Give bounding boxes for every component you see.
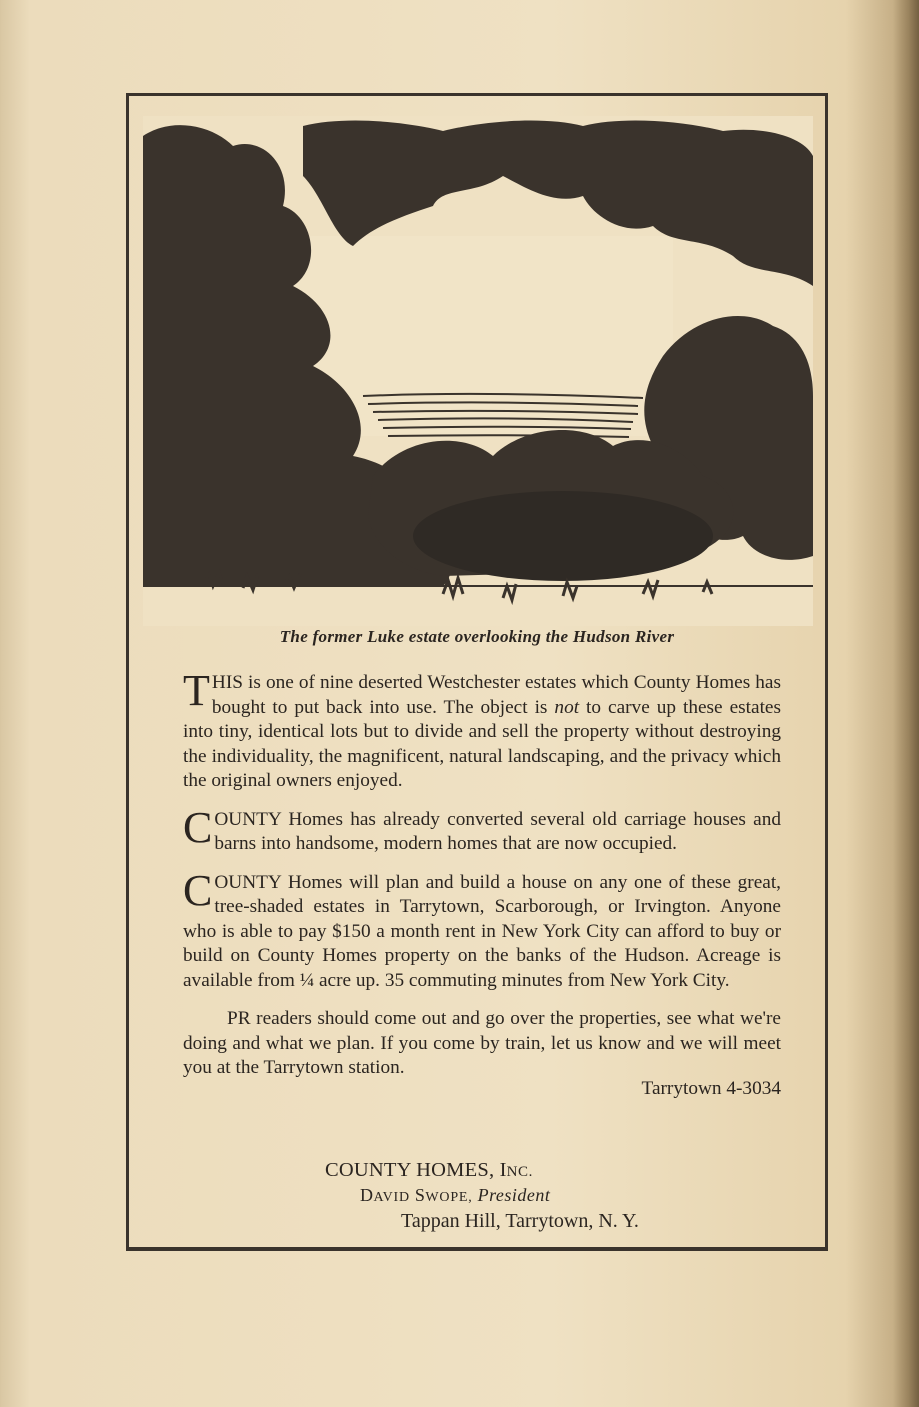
person-rest-first: AVID [373,1190,410,1205]
president-line [360,1185,919,1206]
president-title: President [477,1185,551,1205]
ad-body-text [183,666,781,1107]
paragraph-3 [183,865,781,994]
paragraph-4-text: PR readers should come out and go over the properties, see what we're doing and what we plan. If you come by train, let us know and we will meet you at the Tarrytown station. [183,1008,781,1078]
advertisement-content [129,96,825,1251]
paragraph-2-text: OUNTY Homes has already converted several old carriage houses and barns into handsome, modern homes that are now occupied. [214,808,781,854]
paragraph-1-emphasis: not [554,696,580,718]
person-initial-last: S [414,1185,426,1205]
company-address: Tappan Hill, Tarrytown, N. Y. [401,1210,639,1232]
illustration-caption: The former Luke estate overlooking the Hudson River [279,627,675,646]
company-suffix-initial: I [499,1159,507,1181]
phone-number: Tarrytown 4-3034 [641,1077,781,1099]
dropcap-t: T [183,666,210,715]
paragraph-1-text-a: HIS is one of nine deserted Westchester estates which County Homes has bought to put back into use. The object is [211,672,781,718]
dropcap-c-2: C [183,865,213,915]
paragraph-2 [183,802,781,857]
dropcap-c: C [183,802,213,852]
paragraph-1-text-b: to carve up these estates into tiny, identical lots but to divide and sell the property without destroying the individuality, the magnificent, natural landscaping, and the privacy which the original owners enjoyed. [183,696,781,791]
center-bush [413,491,713,581]
phone-row [183,1077,781,1107]
advertisement-frame [126,93,828,1251]
company-name-main: COUNTY HOMES, [325,1159,495,1181]
person-initial-first: D [360,1185,374,1205]
frame-bottom-rule [126,1247,828,1251]
company-suffix-rest: NC. [506,1164,534,1180]
paragraph-3-text: OUNTY Homes will plan and build a house on any one of these great, tree-shaded estates in Tarrytown, Scarborough, or Irvington. Anyone who is able to pay $150 a month rent in New York City can afford to buy or build on County Homes property on the banks of the Hudson. Acreage is available from ¼ acre up. 35 commuting minutes from New York City. [183,871,781,991]
paragraph-4 [183,1007,781,1081]
paragraph-1 [183,666,781,794]
person-rest-last: WOPE, [425,1190,473,1205]
estate-illustration [143,116,813,626]
company-name [325,1159,919,1182]
